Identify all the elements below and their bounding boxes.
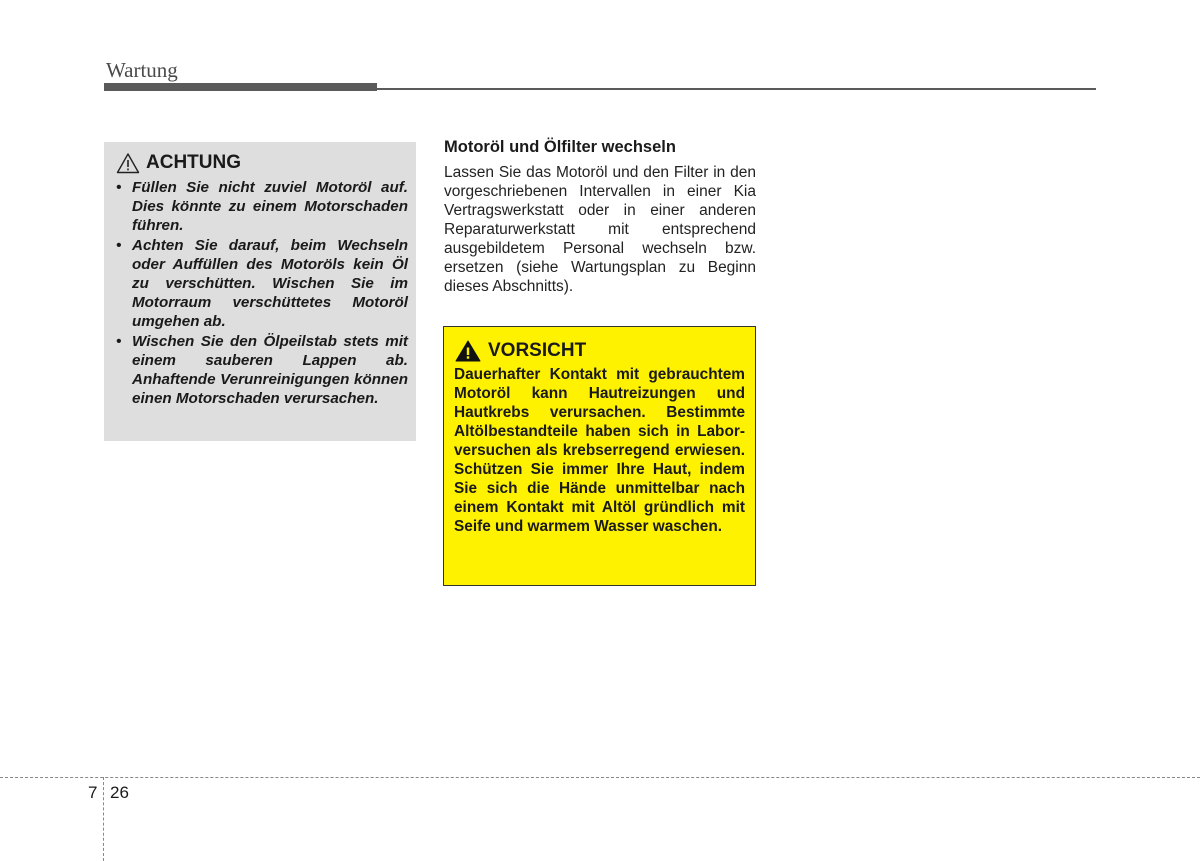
footer-divider-vertical [103, 777, 104, 861]
vorsicht-body: Dauerhafter Kontakt mit gebrauchtem Motoröl kann Hautreizungen und Hautkrebs verursachen. Bestimmte Altölbestandteile haben sich in Laborversuchen als krebserregend erwiesen. Schützen Sie immer Ihre Haut, indem Sie sich die Hände unmittelbar nach einem Kontakt mit Altöl gründlich mit Seife und warmem Wasser waschen. [454, 366, 745, 535]
achtung-item [114, 236, 408, 331]
achtung-title: ACHTUNG [146, 152, 241, 173]
page-header-title: Wartung [106, 58, 178, 82]
bullet: • [116, 333, 122, 350]
achtung-item-text: Wischen Sie den Ölpeilstab stets mit einem sauberen Lappen ab. Anhaftende Verunreinigungen können einen Motorschaden verursachen. [132, 333, 408, 407]
bullet: • [116, 179, 122, 196]
header-rule-thin [377, 88, 1096, 90]
section-body: Lassen Sie das Motoröl und den Filter in den vorgeschriebenen Intervallen in einer Kia Vertragswerkstatt oder in einer anderen Reparaturwerkstatt mit entsprechend ausgebildetem Personal wechseln bzw. ersetzen (siehe Wartungsplan zu Beginn dieses Abschnitts). [444, 164, 756, 295]
warning-triangle-filled-icon [454, 339, 482, 363]
vorsicht-heading [454, 339, 745, 363]
achtung-warning-box [104, 142, 416, 441]
achtung-item-text: Achten Sie darauf, beim Wechseln oder Auffüllen des Motoröls kein Öl zu verschütten. Wischen Sie im Motorraum verschüttetes Motoröl umgehen ab. [132, 237, 408, 330]
header-rule-thick [104, 83, 377, 91]
chapter-number: 7 [88, 783, 98, 802]
bullet: • [116, 237, 122, 254]
warning-triangle-outline-icon [116, 152, 140, 174]
achtung-list [114, 178, 408, 408]
achtung-item-text: Füllen Sie nicht zuviel Motoröl auf. Dies könnte zu einem Motorschaden führen. [132, 179, 408, 234]
vorsicht-title: VORSICHT [488, 340, 587, 361]
section-title: Motoröl und Ölfilter wechseln [444, 138, 676, 156]
achtung-heading [116, 152, 408, 174]
achtung-item [114, 332, 408, 408]
achtung-item [114, 178, 408, 235]
footer-divider [0, 777, 1200, 778]
vorsicht-caution-box [443, 326, 756, 586]
page-number: 26 [110, 783, 129, 802]
